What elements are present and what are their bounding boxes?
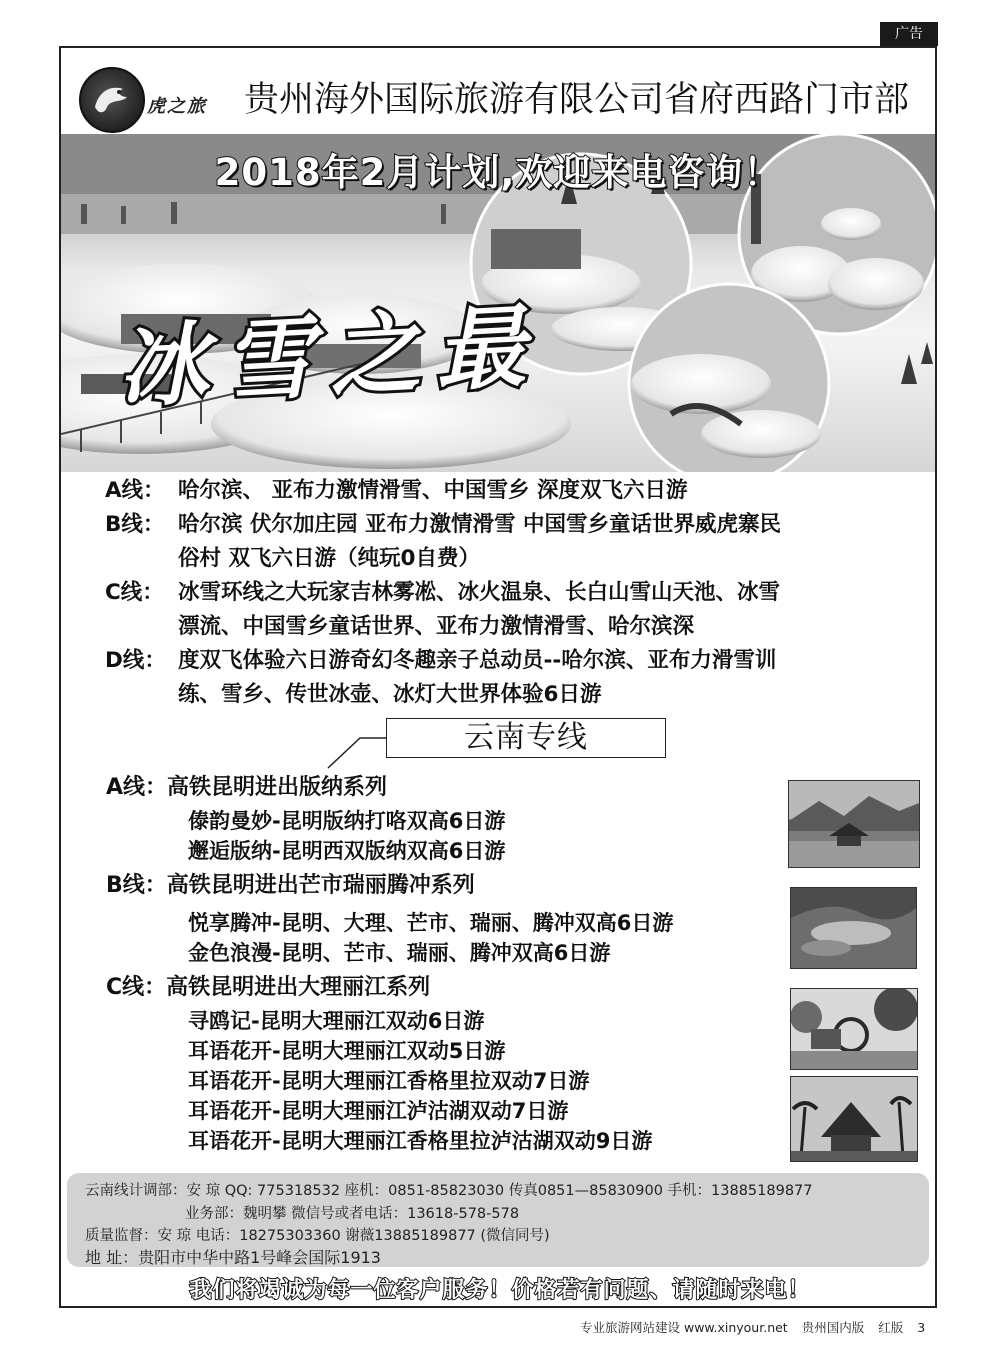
yunnan-route-a-header: A线：高铁昆明进出版纳系列 [106, 775, 388, 800]
callout-pointer [320, 720, 390, 770]
logo-text: 虎之旅 [147, 96, 207, 117]
footer-site: 专业旅游网站建设 www.xinyour.net [580, 1320, 788, 1335]
route-b-cont: 俗村 双飞六日游（纯玩0自费） [178, 546, 480, 571]
ad-tag: 广告 [880, 22, 938, 46]
route-a: A线： 哈尔滨、 亚布力激情滑雪、中国雪乡 深度双飞六日游 [105, 478, 688, 503]
contact-line-1: 云南线计调部：安 琼 QQ: 775318532 座机：0851-85823030 传真0851—85830900 手机：13885189877 [85, 1183, 813, 1199]
tiger-logo-icon [79, 67, 145, 133]
yunnan-route-item: 耳语花开-昆明大理丽江泸沽湖双动7日游 [188, 1099, 569, 1123]
contact-panel [67, 1173, 929, 1267]
yunnan-title-box: 云南专线 [386, 718, 666, 758]
photo-tengchong-village [790, 887, 917, 969]
photo-dai-pavilion [788, 780, 920, 868]
yunnan-route-b-header: B线：高铁昆明进出芒市瑞丽腾冲系列 [106, 873, 475, 898]
footer-color: 红版 [878, 1320, 904, 1335]
footer-edition: 贵州国内版 [801, 1320, 865, 1335]
page-footer [580, 1318, 935, 1336]
hero-title: 2018年2月计划,欢迎来电咨询！ [214, 151, 782, 194]
route-b: B线： 哈尔滨 伏尔加庄园 亚布力激情滑雪 中国雪乡童话世界威虎寨民 [105, 512, 781, 537]
photo-temple-palms [790, 1076, 918, 1162]
contact-line-3: 质量监督：安 琼 电话：18275303360 谢薇13885189877 (微信同号) [85, 1228, 550, 1244]
yunnan-route-item: 耳语花开-昆明大理丽江双动5日游 [188, 1039, 506, 1063]
route-c: C线： 冰雪环线之大玩家吉林雾凇、冰火温泉、长白山雪山天池、冰雪 [105, 580, 781, 605]
yunnan-route-item: 傣韵曼妙-昆明版纳打咯双高6日游 [188, 809, 506, 833]
yunnan-route-c-header: C线：高铁昆明进出大理丽江系列 [106, 975, 431, 1000]
contact-line-2: 业务部：魏明攀 微信号或者电话：13618-578-578 [185, 1206, 520, 1222]
yunnan-route-item: 金色浪漫-昆明、芒市、瑞丽、腾冲双高6日游 [188, 941, 611, 965]
slogan: 我们将竭诚为每一位客户服务！价格若有问题、请随时来电！ [189, 1278, 811, 1303]
hero-banner [61, 134, 935, 472]
snow-routes [105, 474, 781, 712]
yunnan-route-item: 邂逅版纳-昆明西双版纳双高6日游 [188, 839, 506, 863]
yunnan-route-item: 寻鸥记-昆明大理丽江双动6日游 [188, 1009, 485, 1033]
yunnan-route-item: 耳语花开-昆明大理丽江香格里拉泸沽湖双动9日游 [188, 1129, 653, 1153]
hero-big-title: 冰雪之最 [114, 293, 544, 422]
company-name: 贵州海外国际旅游有限公司省府西路门市部 [244, 80, 910, 120]
yunnan-route-item: 耳语花开-昆明大理丽江香格里拉双动7日游 [188, 1069, 590, 1093]
yunnan-route-item: 悦享腾冲-昆明、大理、芒市、瑞丽、腾冲双高6日游 [188, 911, 674, 935]
yunnan-routes [106, 770, 673, 1156]
route-c-cont: 漂流、中国雪乡童话世界、亚布力激情滑雪、哈尔滨深 [178, 614, 695, 639]
route-d-cont: 练、雪乡、传世冰壶、冰灯大世界体验6日游 [178, 682, 602, 707]
page-number: 3 [917, 1320, 926, 1335]
contact-address: 地 址：贵阳市中华中路1号峰会国际1913 [85, 1248, 381, 1267]
route-d: D线： 度双飞体验六日游奇幻冬趣亲子总动员--哈尔滨、亚布力滑雪训 [105, 648, 777, 673]
photo-lijiang-waterwheel [790, 988, 918, 1070]
